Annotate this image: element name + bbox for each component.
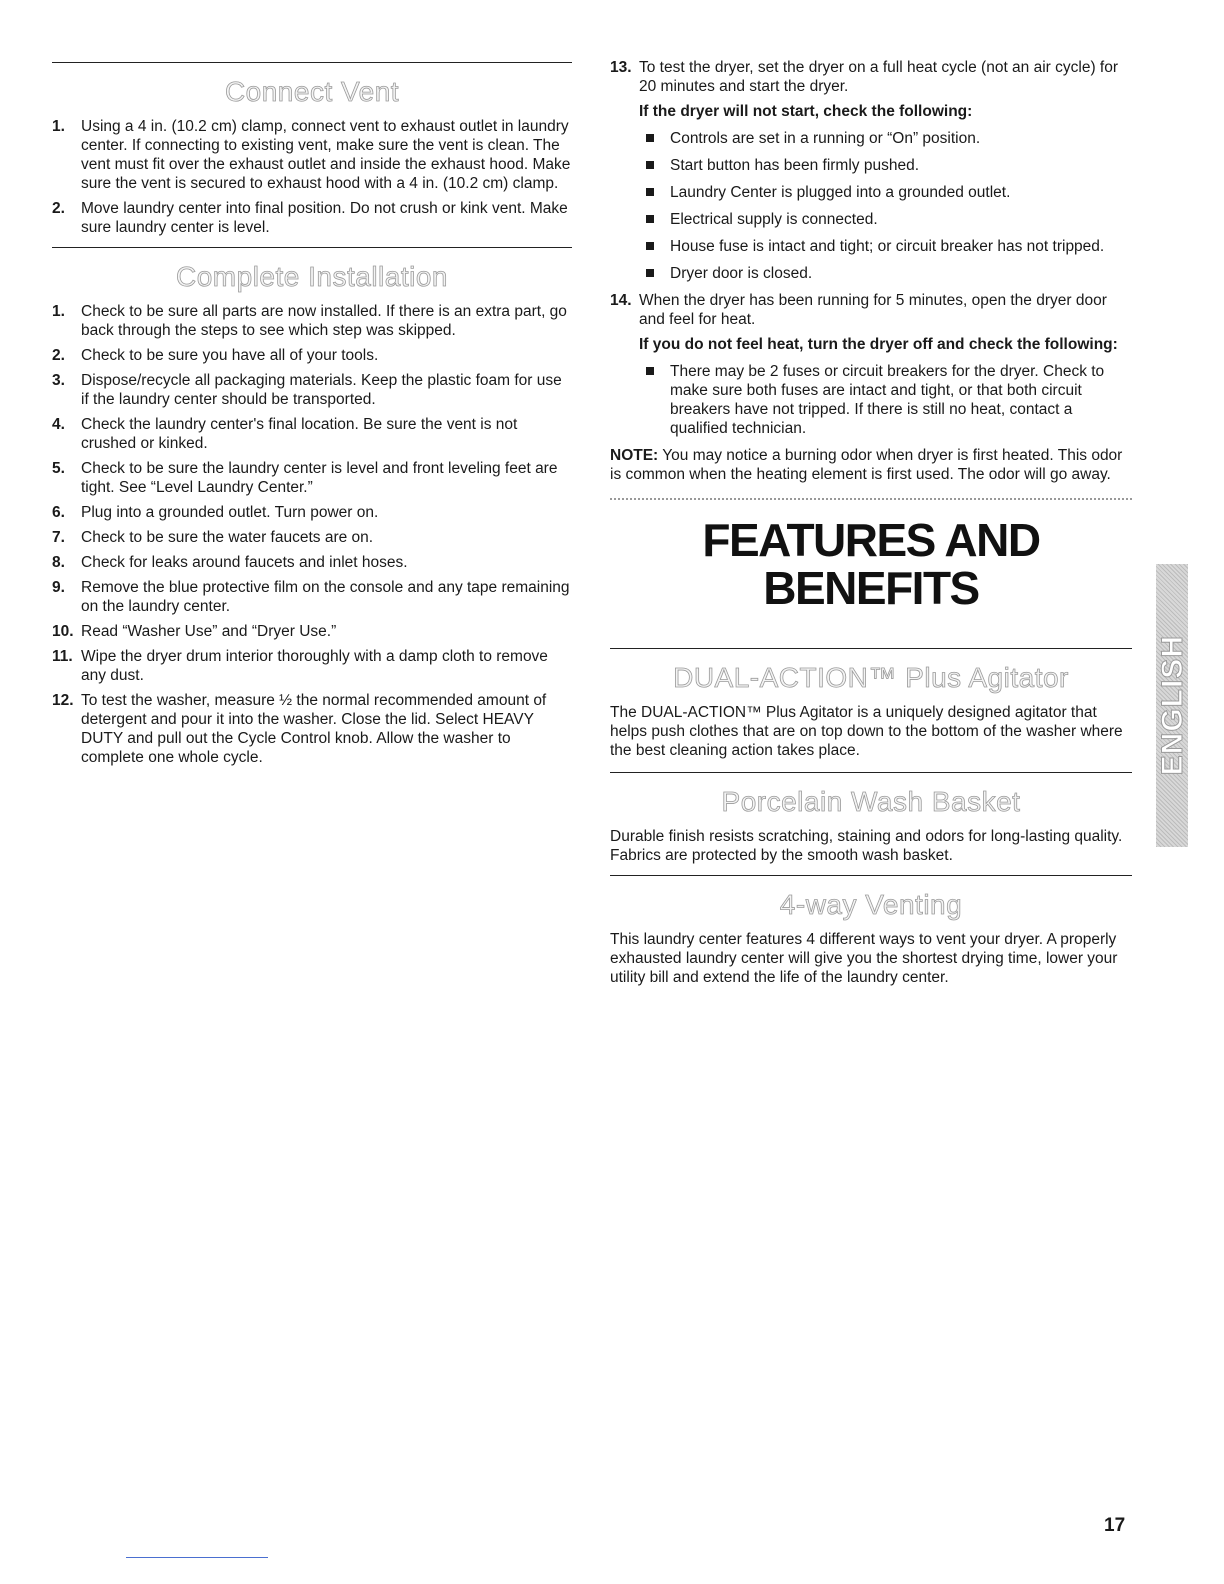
section-rule [52, 247, 572, 248]
bullet-text: Controls are set in a running or “On” position. [670, 130, 981, 147]
bullet-square-icon [646, 269, 654, 277]
features-title-line: FEATURES AND [702, 514, 1040, 566]
list-item [52, 117, 572, 193]
note-text: You may notice a burning odor when dryer is first heated. This odor is common when the heating element is first used. The odor will go away. [610, 447, 1123, 483]
dryer-start-checklist [610, 129, 1132, 283]
step-text: Remove the blue protective film on the console and any tape remaining on the laundry center. [81, 579, 570, 615]
step-number: 2. [52, 200, 65, 217]
step-number: 5. [52, 460, 65, 477]
step-text: Check to be sure you have all of your tools. [81, 347, 379, 364]
complete-installation-steps [52, 302, 572, 767]
step-text: To test the dryer, set the dryer on a full heat cycle (not an air cycle) for 20 minutes and start the dryer. [639, 59, 1119, 95]
step-number: 1. [52, 118, 65, 135]
venting-text: This laundry center features 4 different ways to vent your dryer. A properly exhausted laundry center will give you the shortest drying time, lower your utility bill and extend the life of the laundry center. [610, 931, 1118, 986]
bullet-text: Laundry Center is plugged into a grounded outlet. [670, 184, 1011, 201]
list-item [52, 553, 572, 572]
list-item [610, 264, 1132, 283]
language-label: ENGLISH [1155, 635, 1189, 776]
section-rule [610, 875, 1132, 876]
bullet-square-icon [646, 161, 654, 169]
dotted-divider [610, 498, 1132, 500]
step-number: 1. [52, 303, 65, 320]
step-text: Check to be sure the water faucets are on. [81, 529, 374, 546]
dual-action-text: The DUAL-ACTION™ Plus Agitator is a uniquely designed agitator that helps push clothes that are on top down to the bottom of the washer where the best cleaning action takes place. [610, 704, 1123, 759]
section-rule [610, 772, 1132, 773]
step-number: 4. [52, 416, 65, 433]
step-number: 6. [52, 504, 65, 521]
list-item [52, 199, 572, 237]
list-item [52, 691, 572, 767]
bullet-text: Dryer door is closed. [670, 265, 813, 282]
venting-heading: 4-way Venting [779, 889, 963, 920]
dryer-start-check-heading: If the dryer will not start, check the following: [639, 103, 973, 120]
bullet-square-icon [646, 242, 654, 250]
bullet-text: House fuse is intact and tight; or circuit breaker has not tripped. [670, 238, 1105, 255]
step-number: 10. [52, 623, 74, 640]
features-title-line: BENEFITS [763, 562, 979, 614]
complete-installation-heading: Complete Installation [176, 261, 448, 292]
list-item [610, 210, 1132, 229]
list-item [610, 237, 1132, 256]
dual-action-heading: DUAL-ACTION™ Plus Agitator [673, 662, 1069, 693]
list-item [52, 302, 572, 340]
features-title [610, 516, 1132, 612]
bullet-square-icon [646, 188, 654, 196]
connect-vent-steps [52, 117, 572, 237]
step-text: To test the washer, measure ½ the normal recommended amount of detergent and pour it into the washer. Close the lid. Select HEAVY DUTY and pull out the Cycle Control knob. Allow the washer to complete one whole cycle. [81, 692, 547, 766]
list-item [52, 528, 572, 547]
step-text: When the dryer has been running for 5 minutes, open the dryer door and feel for heat. [639, 292, 1107, 328]
dryer-heat-steps [610, 291, 1132, 329]
list-item [52, 622, 572, 641]
step-number: 9. [52, 579, 65, 596]
list-item [610, 58, 1132, 96]
list-item [610, 291, 1132, 329]
step-text: Check to be sure all parts are now installed. If there is an extra part, go back through the steps to see which step was skipped. [81, 303, 567, 339]
right-column [610, 58, 1132, 987]
step-text: Read “Washer Use” and “Dryer Use.” [81, 623, 337, 640]
bullet-text: Start button has been firmly pushed. [670, 157, 920, 174]
bullet-square-icon [646, 215, 654, 223]
step-number: 12. [52, 692, 74, 709]
step-text: Check to be sure the laundry center is level and front leveling feet are tight. See “Level Laundry Center.” [81, 460, 558, 496]
step-text: Dispose/recycle all packaging materials. Keep the plastic foam for use if the laundry center should be transported. [81, 372, 562, 408]
language-side-tab [1156, 564, 1188, 847]
list-item [52, 371, 572, 409]
bullet-text: Electrical supply is connected. [670, 211, 878, 228]
step-text: Check for leaks around faucets and inlet hoses. [81, 554, 408, 571]
page-number: 17 [1104, 1515, 1126, 1536]
porcelain-heading: Porcelain Wash Basket [721, 786, 1021, 817]
left-column [52, 62, 572, 773]
step-number: 7. [52, 529, 65, 546]
list-item [52, 415, 572, 453]
list-item [52, 459, 572, 497]
step-text: Move laundry center into final position. Do not crush or kink vent. Make sure laundry center is level. [81, 200, 568, 236]
step-number: 8. [52, 554, 65, 571]
step-text: Plug into a grounded outlet. Turn power on. [81, 504, 379, 521]
step-text: Wipe the dryer drum interior thoroughly with a damp cloth to remove any dust. [81, 648, 548, 684]
step-text: Check the laundry center's final location. Be sure the vent is not crushed or kinked. [81, 416, 518, 452]
bottom-rule [126, 1557, 268, 1558]
section-rule [610, 648, 1132, 649]
list-item [610, 156, 1132, 175]
step-number: 13. [610, 59, 632, 76]
list-item [52, 578, 572, 616]
connect-vent-heading: Connect Vent [224, 76, 400, 107]
section-rule [52, 62, 572, 63]
bullet-square-icon [646, 367, 654, 375]
list-item [610, 129, 1132, 148]
step-number: 2. [52, 347, 65, 364]
step-number: 14. [610, 292, 632, 309]
list-item [610, 183, 1132, 202]
list-item [52, 346, 572, 365]
porcelain-text: Durable finish resists scratching, staining and odors for long-lasting quality. Fabrics are protected by the smooth wash basket. [610, 828, 1123, 864]
note-label: NOTE: [610, 447, 659, 464]
bullet-square-icon [646, 134, 654, 142]
dryer-heat-check-heading: If you do not feel heat, turn the dryer off and check the following: [639, 336, 1118, 353]
bullet-text: There may be 2 fuses or circuit breakers for the dryer. Check to make sure both fuses are intact and tight, or that both circuit breakers have not tripped. If there is still no heat, contact a qualified technician. [670, 363, 1105, 437]
step-text: Using a 4 in. (10.2 cm) clamp, connect vent to exhaust outlet in laundry center. If connecting to existing vent, make sure the vent is clean. The vent must fit over the exhaust outlet and inside the exhaust hood. Make sure the vent is secured to exhaust hood with a 4 in. (10.2 cm) clamp. [81, 118, 571, 192]
step-number: 3. [52, 372, 65, 389]
list-item [52, 503, 572, 522]
dryer-heat-checklist [610, 362, 1132, 438]
list-item [610, 362, 1132, 438]
list-item [52, 647, 572, 685]
step-number: 11. [52, 648, 73, 665]
note-paragraph [610, 446, 1132, 484]
dryer-test-steps [610, 58, 1132, 96]
